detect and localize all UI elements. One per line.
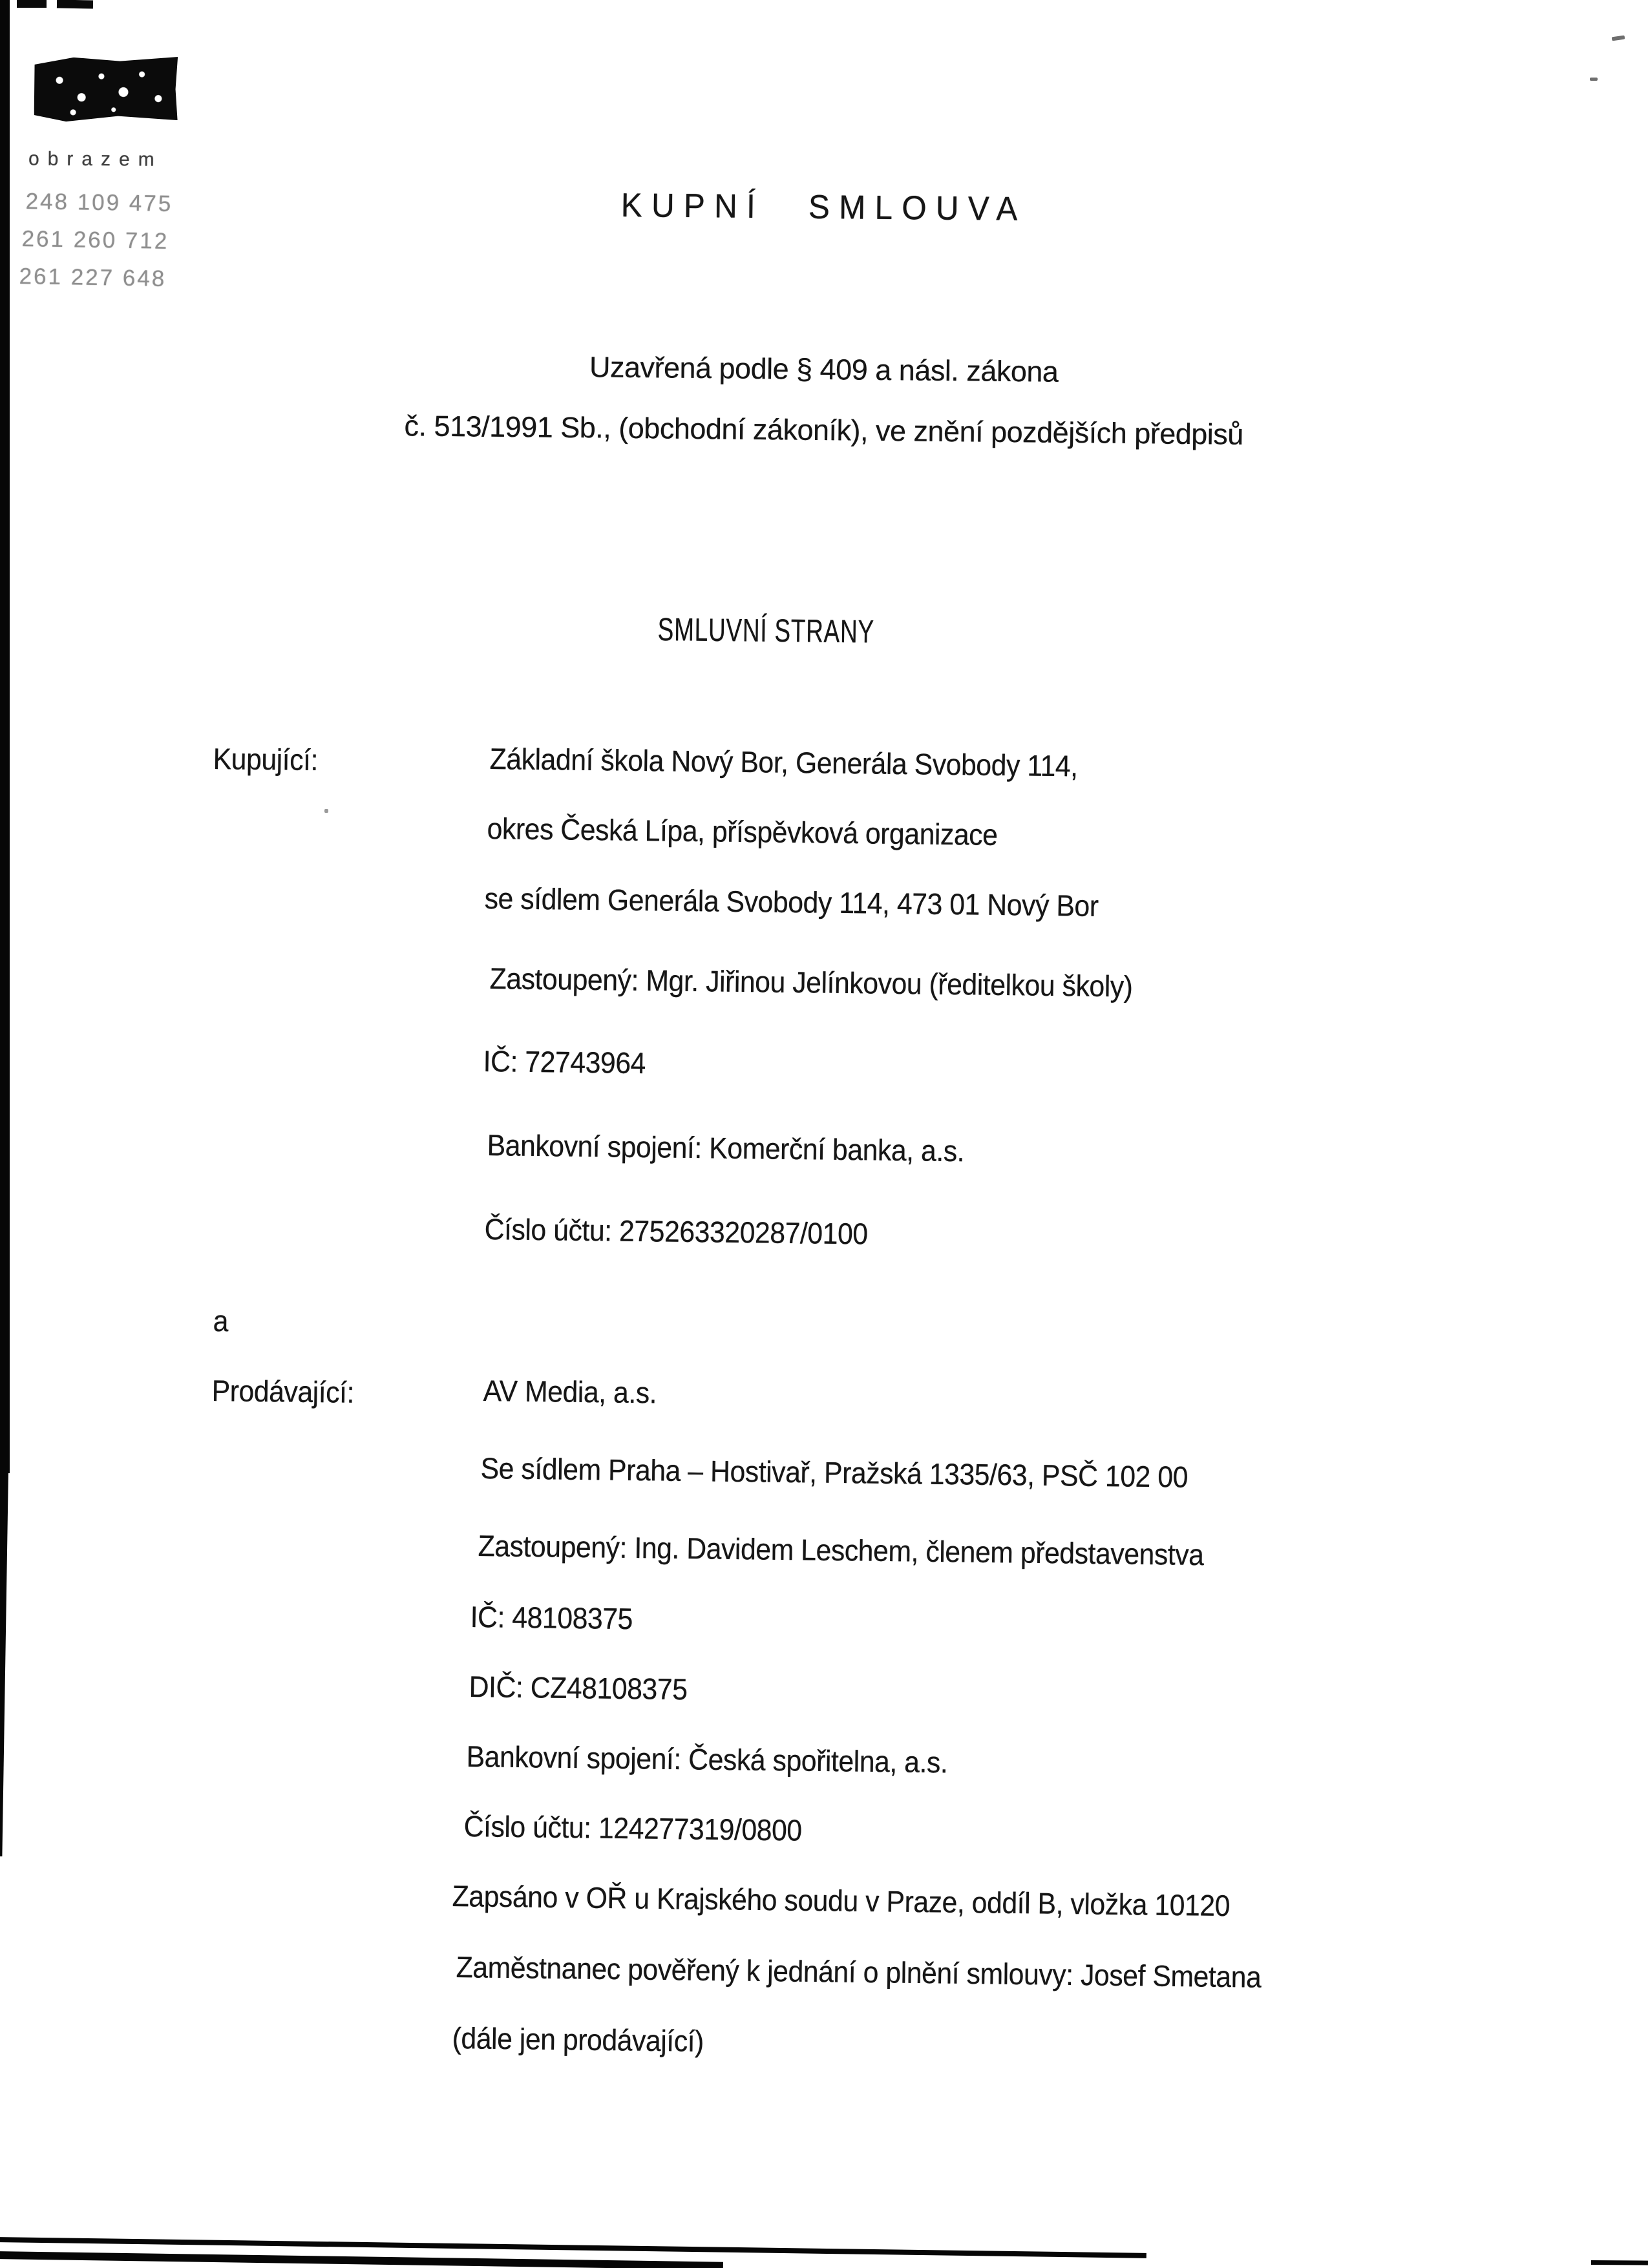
scan-left-edge-bar-tail (0, 1472, 8, 1856)
stamp-logo-block (33, 56, 179, 123)
subtitle-line-2: č. 513/1991 Sb., (obchodní zákoník), ve znění pozdějších předpisů (404, 409, 1244, 451)
seller-line: Číslo účtu: 124277319/0800 (463, 1809, 803, 1847)
scan-top-edge-mark (57, 0, 93, 8)
seller-line: Zapsáno v OŘ u Krajského soudu v Praze, oddíl B, vložka 10120 (452, 1879, 1231, 1923)
scan-speck (324, 809, 328, 813)
seller-line: (dále jen prodávající) (452, 2021, 704, 2058)
seller-line: IČ: 48108375 (470, 1600, 633, 1636)
seller-line: Zastoupený: Ing. Davidem Leschem, členem představenstva (478, 1529, 1204, 1572)
buyer-line: IČ: 72743964 (483, 1044, 646, 1080)
stamp-phone-number: 248 109 475 (25, 189, 173, 216)
buyer-label: Kupující: (213, 742, 319, 777)
scan-bottom-streak (0, 2251, 723, 2268)
scan-bottom-corner-mark (1591, 2260, 1648, 2265)
stamp-phone-number: 261 227 648 (19, 264, 167, 291)
stamp-phone-number: 261 260 712 (21, 226, 169, 254)
seller-line: Se sídlem Praha – Hostivař, Pražská 1335/63, PSČ 102 00 (480, 1451, 1188, 1494)
buyer-line: se sídlem Generála Svobody 114, 473 01 Nový Bor (484, 881, 1099, 923)
buyer-line: okres Česká Lípa, příspěvková organizace (487, 812, 998, 852)
seller-line: Zaměstnanec pověřený k jednání o plnění smlouvy: Josef Smetana (456, 1950, 1262, 1994)
buyer-line: Bankovní spojení: Komerční banka, a.s. (487, 1128, 965, 1168)
conjunction-a: a (213, 1304, 229, 1338)
seller-line: AV Media, a.s. (483, 1374, 657, 1410)
buyer-line: Zastoupený: Mgr. Jiřinou Jelínkovou (ředitelkou školy) (489, 961, 1133, 1003)
buyer-line: Číslo účtu: 275263320287/0100 (484, 1212, 869, 1251)
scan-speck (1612, 36, 1625, 41)
stamp-tagline: obrazem (28, 148, 163, 171)
contract-title: KUPNÍ SMLOUVA (620, 186, 1027, 229)
seller-line: DIČ: CZ48108375 (469, 1670, 688, 1706)
seller-label: Prodávající: (211, 1374, 355, 1409)
section-heading-smluvni-strany: SMLUVNÍ STRANY (657, 611, 875, 650)
buyer-line: Základní škola Nový Bor, Generála Svobody 114, (489, 742, 1078, 783)
scan-speck (1590, 78, 1598, 81)
scan-top-edge-mark (17, 0, 47, 8)
subtitle-line-1: Uzavřená podle § 409 a násl. zákona (589, 350, 1059, 388)
scan-left-edge-bar (0, 0, 10, 1473)
seller-line: Bankovní spojení: Česká spořitelna, a.s. (466, 1739, 948, 1780)
